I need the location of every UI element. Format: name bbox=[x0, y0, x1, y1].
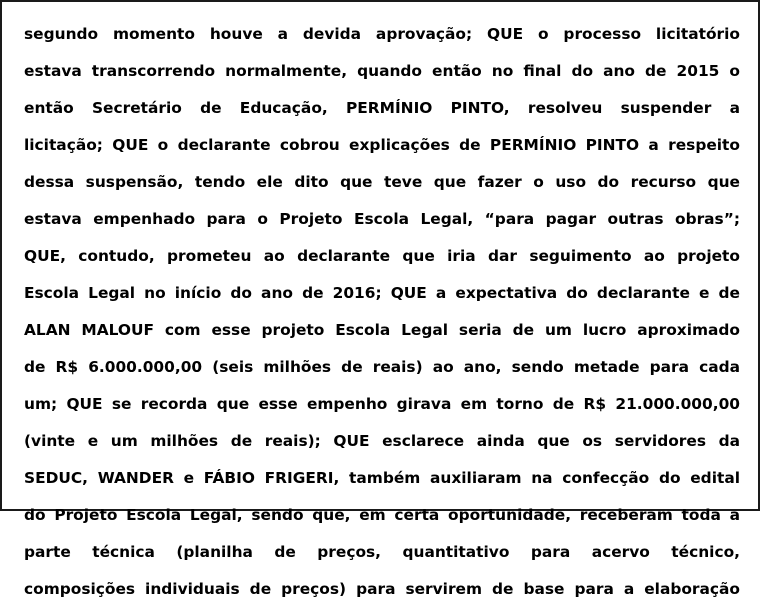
document-line-text: QUE, contudo, prometeu ao declarante que iria dar seguimento ao projeto bbox=[24, 247, 740, 265]
document-line-text: parte técnica (planilha de preços, quantitativo para acervo técnico, bbox=[24, 543, 740, 561]
document-line bbox=[24, 127, 740, 164]
document-line-text: segundo momento houve a devida aprovação; QUE o processo licitatório bbox=[24, 25, 740, 43]
document-line-text: (vinte e um milhões de reais); QUE esclarece ainda que os servidores da bbox=[24, 432, 740, 450]
document-line-text: dessa suspensão, tendo ele dito que teve que fazer o uso do recurso que bbox=[24, 173, 740, 191]
document-line-text: um; QUE se recorda que esse empenho girava em torno de R$ 21.000.000,00 bbox=[24, 395, 740, 413]
document-line bbox=[24, 423, 740, 460]
document-line-text: ALAN MALOUF com esse projeto Escola Legal seria de um lucro aproximado bbox=[24, 321, 740, 339]
document-line bbox=[24, 571, 740, 608]
document-line bbox=[24, 386, 740, 423]
document-line bbox=[24, 349, 740, 386]
document-line-text: SEDUC, WANDER e FÁBIO FRIGERI, também auxiliaram na confecção do edital bbox=[24, 469, 740, 487]
document-line bbox=[24, 497, 740, 534]
document-line-text: composições individuais de preços) para servirem de base para a elaboração bbox=[24, 580, 740, 598]
document-line bbox=[24, 164, 740, 201]
document-line bbox=[24, 312, 740, 349]
document-line bbox=[24, 201, 740, 238]
document-line-text: então Secretário de Educação, PERMÍNIO PINTO, resolveu suspender a bbox=[24, 99, 740, 117]
document-line bbox=[24, 90, 740, 127]
document-line-text: Escola Legal no início do ano de 2016; QUE a expectativa do declarante e de bbox=[24, 284, 740, 302]
document-line bbox=[24, 53, 740, 90]
document-line-text: licitação; QUE o declarante cobrou explicações de PERMÍNIO PINTO a respeito bbox=[24, 136, 740, 154]
document-line bbox=[24, 16, 740, 53]
document-line bbox=[24, 238, 740, 275]
document-line bbox=[24, 275, 740, 312]
document-line-text: de R$ 6.000.000,00 (seis milhões de reais) ao ano, sendo metade para cada bbox=[24, 358, 740, 376]
document-line-text: estava transcorrendo normalmente, quando então no final do ano de 2015 o bbox=[24, 62, 740, 80]
document-line bbox=[24, 460, 740, 497]
document-line-text: estava empenhado para o Projeto Escola Legal, “para pagar outras obras”; bbox=[24, 210, 740, 228]
document-line bbox=[24, 534, 740, 571]
document-line-text: do Projeto Escola Legal, sendo que, em certa oportunidade, receberam toda a bbox=[24, 506, 740, 524]
document-text-block bbox=[24, 16, 740, 598]
